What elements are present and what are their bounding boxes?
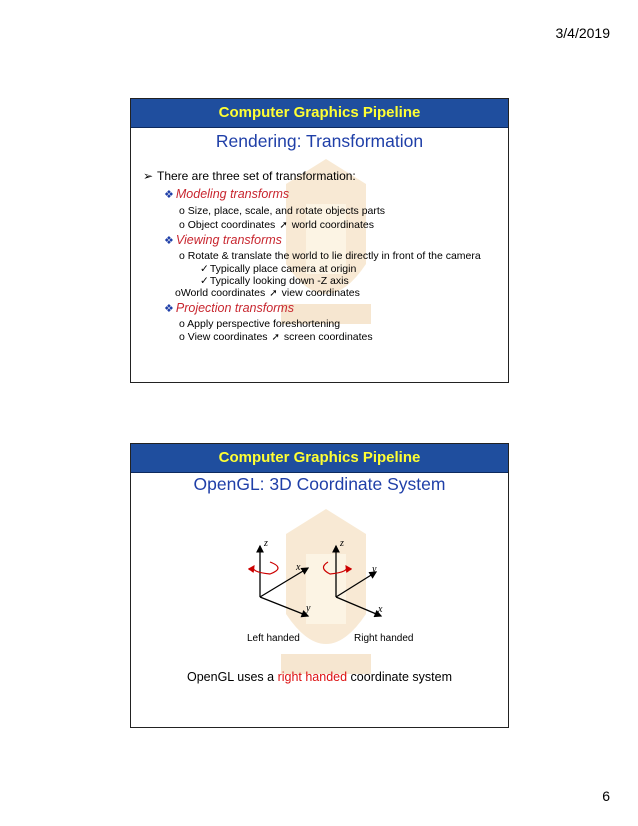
arrow-icon: ➚ [279,220,288,231]
axis-label-y: y [306,603,311,614]
slide-banner: Computer Graphics Pipeline [131,99,508,128]
list-item: o Apply perspective foreshortening [179,318,341,330]
axis-label-y: y [372,564,377,575]
coordinate-axes-diagram [226,532,406,647]
check-item: ✓Typically looking down -Z axis [200,275,349,287]
arrow-icon: ➚ [269,288,278,299]
left-handed-axes [253,538,311,616]
checkmark-icon: ✓ [200,275,209,287]
date-stamp: 3/4/2019 [555,25,610,41]
coords-line: o View coordinates ➚ screen coordinates [179,331,373,343]
axis-label-z: z [340,538,344,549]
diamond-bullet-icon: ❖ [164,189,174,201]
slide-title: OpenGL: 3D Coordinate System [193,474,446,494]
slide-opengl-coordinate-system [130,443,509,728]
diamond-bullet-icon: ❖ [164,235,174,247]
page-number: 6 [602,788,610,804]
left-handed-caption: Left handed [247,633,300,644]
section-heading-modeling: ❖ Modeling transforms [164,187,290,201]
slide-banner: Computer Graphics Pipeline [131,444,508,473]
right-handed-axes [323,538,383,616]
intro-bullet: ➢ There are three set of transformation: [143,169,356,183]
list-item: o Size, place, scale, and rotate objects parts [179,205,386,217]
coords-line: oWorld coordinates ➚ view coordinates [175,287,360,299]
section-heading-viewing: ❖ Viewing transforms [164,233,282,247]
section-heading-projection: ❖ Projection transforms [164,301,294,315]
coords-line: o Object coordinates ➚ world coordinates [179,219,374,231]
closing-statement: OpenGL uses a right handed coordinate system [186,670,452,684]
slide-title: Rendering: Transformation [215,131,424,151]
arrow-icon: ➚ [271,332,280,343]
slide-rendering-transformation [130,98,509,383]
axis-label-x: x [296,562,301,573]
axis-label-z: z [264,538,268,549]
arrow-bullet-icon: ➢ [143,169,154,183]
axis-label-x: x [378,604,383,615]
diamond-bullet-icon: ❖ [164,303,174,315]
list-item: o Rotate & translate the world to lie directly in front of the camera [179,250,481,262]
check-item: ✓Typically place camera at origin [200,263,357,275]
checkmark-icon: ✓ [200,263,209,275]
right-handed-caption: Right handed [354,633,414,644]
